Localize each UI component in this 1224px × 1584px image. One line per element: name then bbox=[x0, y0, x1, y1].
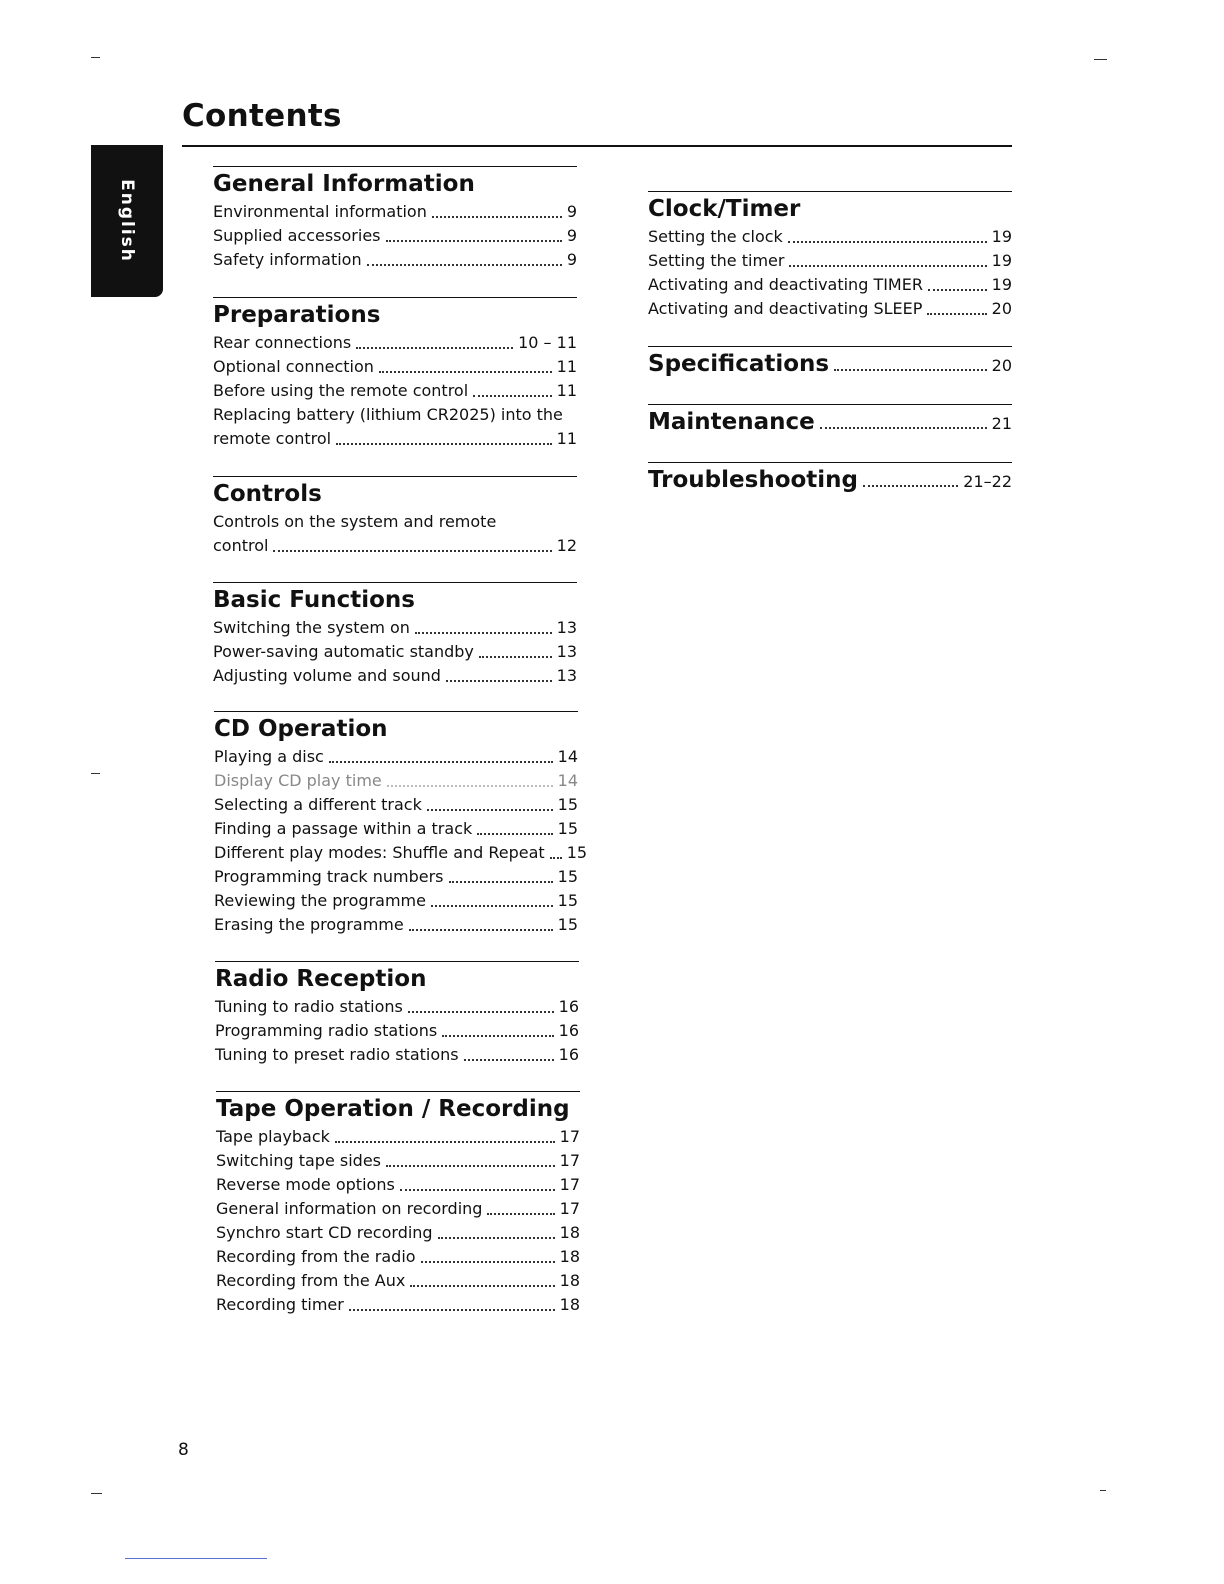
toc-entry[interactable]: Safety information 9 bbox=[213, 250, 577, 269]
section-rule bbox=[215, 961, 579, 962]
toc-entry[interactable]: Rear connections 10 – 11 bbox=[213, 333, 577, 352]
toc-entry[interactable]: Activating and deactivating SLEEP 20 bbox=[648, 299, 1012, 318]
crop-mark bbox=[1094, 59, 1107, 60]
section-heading: Basic Functions bbox=[213, 587, 415, 613]
section-heading: Specifications bbox=[648, 351, 830, 377]
toc-heading-entry[interactable] bbox=[648, 466, 1012, 496]
section-heading: CD Operation bbox=[214, 716, 388, 742]
toc-entry[interactable]: Reviewing the programme 15 bbox=[214, 891, 578, 910]
language-tab-label: English bbox=[117, 179, 137, 263]
section-basic-functions bbox=[213, 582, 577, 688]
section-rule bbox=[214, 711, 578, 712]
toc-entry[interactable]: Activating and deactivating TIMER 19 bbox=[648, 275, 1012, 294]
toc-entry[interactable]: Erasing the programme 15 bbox=[214, 915, 578, 934]
section-rule bbox=[213, 582, 577, 583]
crop-mark bbox=[91, 773, 100, 774]
toc-entry-line1[interactable]: Controls on the system and remote bbox=[213, 512, 497, 531]
section-clock-timer bbox=[648, 191, 1012, 321]
toc-entry[interactable]: Optional connection 11 bbox=[213, 357, 577, 376]
section-cd-operation bbox=[214, 711, 588, 937]
toc-entry[interactable]: Environmental information 9 bbox=[213, 202, 577, 221]
toc-entry[interactable]: Before using the remote control 11 bbox=[213, 381, 577, 400]
section-heading: General Information bbox=[213, 171, 475, 197]
page-ref: 20 bbox=[991, 356, 1012, 375]
toc-entry[interactable]: Recording timer 18 bbox=[216, 1295, 580, 1314]
toc-entry[interactable]: Power-saving automatic standby 13 bbox=[213, 642, 577, 661]
toc-entry[interactable]: Programming track numbers 15 bbox=[214, 867, 578, 886]
crop-mark bbox=[91, 57, 100, 58]
crop-mark bbox=[1100, 1490, 1106, 1491]
section-heading: Clock/Timer bbox=[648, 196, 801, 222]
toc-entry[interactable]: Programming radio stations 16 bbox=[215, 1021, 579, 1040]
page-title: Contents bbox=[182, 98, 342, 134]
toc-entry[interactable]: Setting the clock 19 bbox=[648, 227, 1012, 246]
section-rule bbox=[648, 191, 1012, 192]
section-tape-operation bbox=[216, 1091, 580, 1317]
section-rule bbox=[648, 462, 1012, 463]
page-ref: 21 bbox=[991, 414, 1012, 433]
toc-entry[interactable]: Selecting a different track 15 bbox=[214, 795, 578, 814]
toc-entry[interactable]: Setting the timer 19 bbox=[648, 251, 1012, 270]
section-heading: Controls bbox=[213, 481, 322, 507]
toc-entry[interactable]: Synchro start CD recording 18 bbox=[216, 1223, 580, 1242]
section-rule bbox=[213, 476, 577, 477]
section-rule bbox=[213, 297, 577, 298]
toc-entry[interactable]: Different play modes: Shuffle and Repeat 15 bbox=[214, 843, 588, 862]
toc-entry[interactable]: Tape playback 17 bbox=[216, 1127, 580, 1146]
toc-entry[interactable]: Supplied accessories 9 bbox=[213, 226, 577, 245]
section-heading: Maintenance bbox=[648, 409, 815, 435]
section-rule bbox=[216, 1091, 580, 1092]
title-rule bbox=[182, 145, 1012, 147]
toc-entry[interactable]: Adjusting volume and sound 13 bbox=[213, 666, 577, 685]
section-specifications bbox=[648, 346, 1012, 380]
toc-entry[interactable]: Recording from the Aux 18 bbox=[216, 1271, 580, 1290]
toc-entry[interactable]: Switching the system on 13 bbox=[213, 618, 577, 637]
section-maintenance bbox=[648, 404, 1012, 438]
toc-entry[interactable]: Tuning to preset radio stations 16 bbox=[215, 1045, 579, 1064]
section-heading: Radio Reception bbox=[215, 966, 427, 992]
toc-heading-entry[interactable] bbox=[648, 350, 1012, 380]
toc-entry[interactable]: General information on recording 17 bbox=[216, 1199, 580, 1218]
section-heading: Preparations bbox=[213, 302, 381, 328]
toc-entry[interactable]: Display CD play time 14 bbox=[214, 771, 578, 790]
section-heading: Troubleshooting bbox=[648, 467, 859, 493]
toc-entry[interactable]: remote control 11 bbox=[213, 429, 577, 448]
section-rule bbox=[648, 404, 1012, 405]
section-rule bbox=[648, 346, 1012, 347]
section-radio-reception bbox=[215, 961, 579, 1067]
crop-mark bbox=[91, 1493, 102, 1494]
toc-entry[interactable]: Switching tape sides 17 bbox=[216, 1151, 580, 1170]
toc-entry[interactable]: Recording from the radio 18 bbox=[216, 1247, 580, 1266]
toc-entry[interactable]: Tuning to radio stations 16 bbox=[215, 997, 579, 1016]
section-general-information bbox=[213, 166, 577, 272]
section-troubleshooting bbox=[648, 462, 1012, 496]
page-number: 8 bbox=[178, 1440, 189, 1460]
toc-entry[interactable]: Playing a disc 14 bbox=[214, 747, 578, 766]
toc-entry[interactable]: Reverse mode options 17 bbox=[216, 1175, 580, 1194]
section-heading: Tape Operation / Recording bbox=[216, 1096, 570, 1122]
section-rule bbox=[213, 166, 577, 167]
scan-edge-line bbox=[125, 1558, 267, 1559]
page-ref: 21–22 bbox=[963, 472, 1012, 491]
section-preparations bbox=[213, 297, 577, 451]
toc-entry[interactable]: Finding a passage within a track 15 bbox=[214, 819, 578, 838]
toc-entry-line1[interactable]: Replacing battery (lithium CR2025) into the bbox=[213, 405, 563, 424]
toc-heading-entry[interactable] bbox=[648, 408, 1012, 438]
language-tab bbox=[91, 145, 163, 297]
toc-entry[interactable]: control 12 bbox=[213, 536, 577, 555]
section-controls bbox=[213, 476, 577, 558]
